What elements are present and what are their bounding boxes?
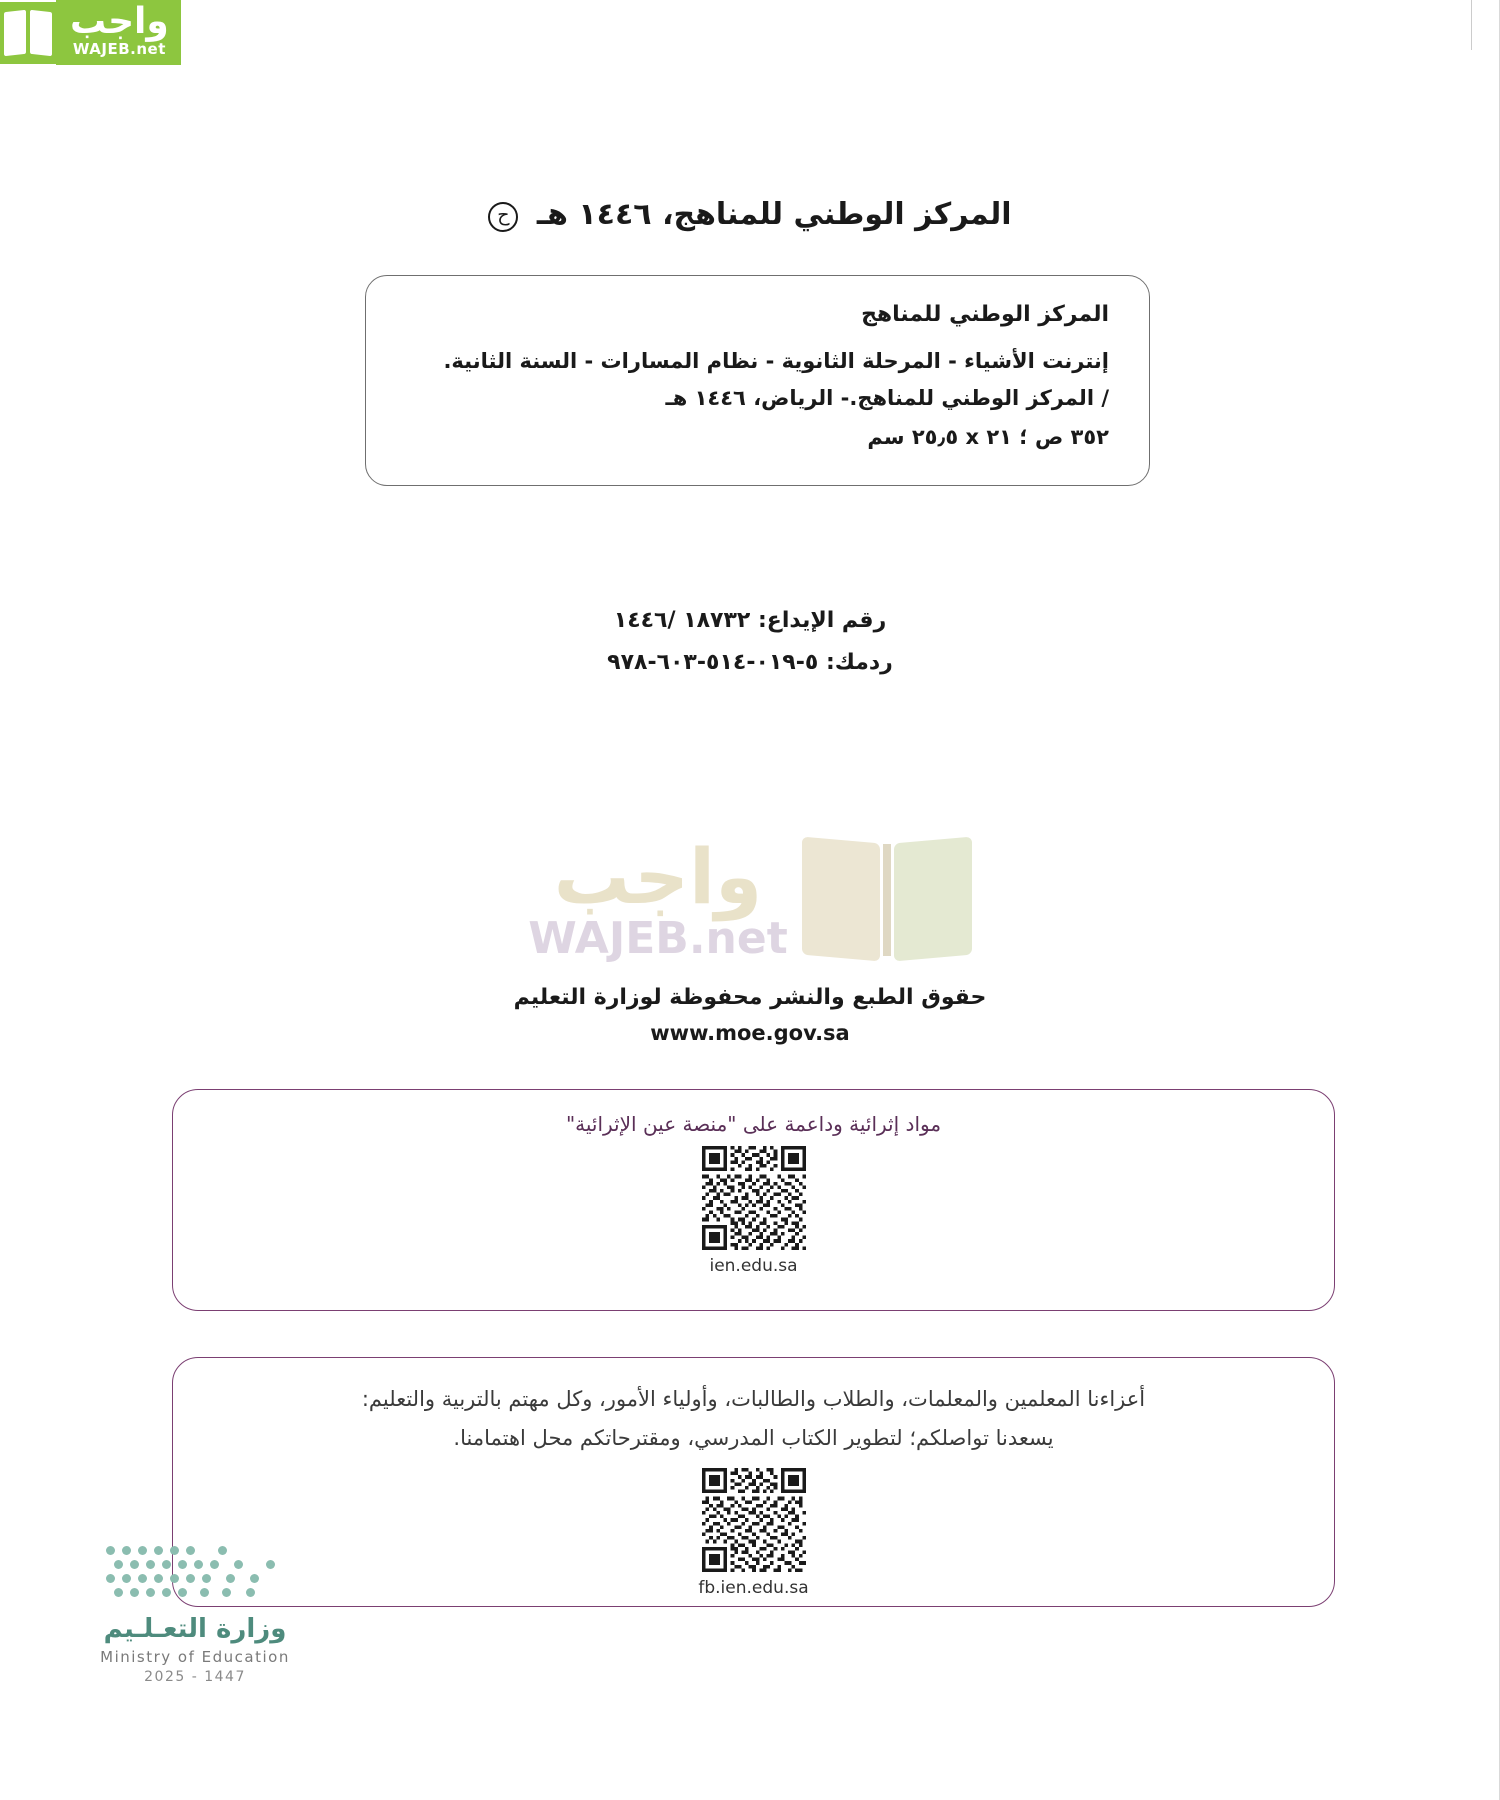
qr-code-ien[interactable]	[702, 1146, 806, 1250]
cip-physical-description: ٣٥٢ ص ؛ ٢١ x ٢٥٫٥ سم	[867, 424, 1109, 449]
open-book-watermark-icon	[802, 840, 972, 960]
enrichment-materials-panel	[172, 1089, 1335, 1311]
wajeb-watermark-badge	[0, 0, 181, 65]
moe-logo-english: Ministry of Education	[100, 1648, 290, 1666]
wajeb-large-watermark	[0, 800, 1500, 1000]
enrichment-qr-caption: ien.edu.sa	[709, 1256, 798, 1276]
enrichment-qr-wrapper[interactable]	[173, 1146, 1334, 1276]
wajeb-watermark-arabic: واجب	[553, 832, 763, 921]
moe-logo-years: 2025 - 1447	[144, 1669, 246, 1685]
wajeb-badge-latin: WAJEB.net	[72, 40, 166, 58]
feedback-qr-caption: fb.ien.edu.sa	[698, 1577, 809, 1598]
book-page-left	[30, 9, 52, 55]
feedback-line-1: أعزاءنا المعلمين والمعلمات، والطلاب والطالبات، وأولياء الأمور، وكل مهتم بالتربية والتعليم:	[361, 1387, 1146, 1411]
cataloging-in-publication-box	[365, 275, 1150, 486]
cip-imprint-line: / المركز الوطني للمناهج.- الرياض، ١٤٤٦ هـ	[665, 385, 1109, 410]
feedback-qr-wrapper[interactable]	[173, 1468, 1334, 1598]
enrichment-panel-title: مواد إثرائية وداعمة على "منصة عين الإثرائية"	[565, 1112, 942, 1136]
moe-logo-arabic: وزارة التعـلـيم	[103, 1614, 287, 1644]
ministry-rights-text: حقوق الطبع والنشر محفوظة لوزارة التعليم	[513, 985, 987, 1010]
cip-title-line: إنترنت الأشياء - المرحلة الثانوية - نظام المسارات - السنة الثانية.	[443, 349, 1109, 373]
book-spine	[883, 844, 891, 956]
book-half-right	[894, 837, 972, 962]
deposit-block	[0, 600, 1500, 684]
copyright-symbol-icon: ح	[488, 202, 518, 232]
ministry-website-url[interactable]: www.moe.gov.sa	[650, 1021, 850, 1045]
book-half-left	[802, 837, 880, 962]
ministry-of-education-logo	[80, 1540, 310, 1685]
wajeb-watermark-latin: WAJEB.net	[528, 913, 788, 964]
deposit-number: رقم الإيداع: ١٨٧٣٢ /١٤٤٦	[613, 608, 887, 633]
copyright-statement	[0, 197, 1500, 232]
wajeb-badge-arabic: واجب	[70, 1, 169, 42]
isbn-number: ردمك: ٥-٠١٩-٥١٤-٦٠٣-٩٧٨	[607, 649, 893, 675]
copyright-text: المركز الوطني للمناهج، ١٤٤٦ هـ	[536, 197, 1012, 232]
feedback-panel	[172, 1357, 1335, 1607]
cip-publisher: المركز الوطني للمناهج	[861, 302, 1109, 327]
qr-code-fb-ien[interactable]	[702, 1468, 806, 1572]
moe-dots-pattern-icon	[100, 1540, 290, 1606]
feedback-panel-text	[173, 1380, 1334, 1458]
book-page-right	[4, 9, 26, 55]
feedback-line-2: يسعدنا تواصلكم؛ لتطوير الكتاب المدرسي، ومقترحاتكم محل اهتمامنا.	[453, 1425, 1054, 1450]
wajeb-badge-text	[56, 0, 181, 65]
wajeb-watermark-text	[528, 832, 788, 964]
open-book-icon	[0, 2, 56, 64]
